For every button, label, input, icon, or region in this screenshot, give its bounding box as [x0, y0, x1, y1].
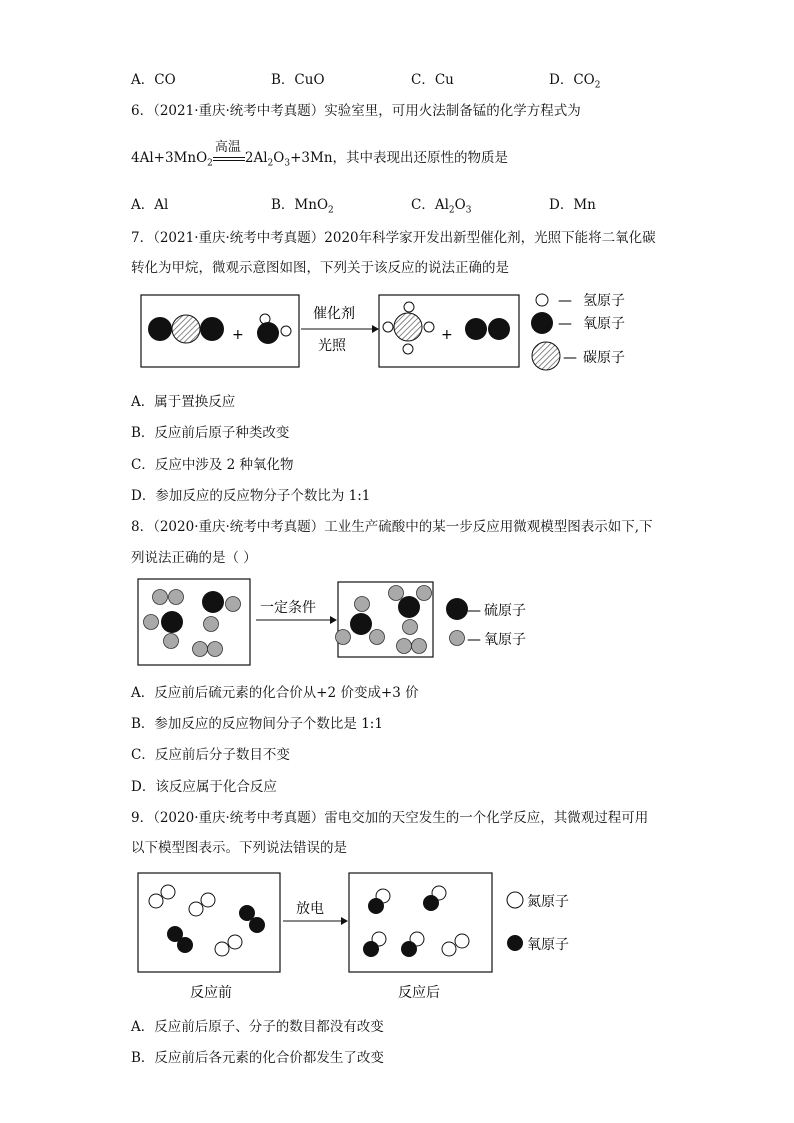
q7-legend-dash-1: —	[558, 293, 572, 309]
q7-arrowhead	[372, 325, 379, 333]
q6-option-c-sub: 2	[448, 205, 455, 216]
q7-h2o-molecule	[257, 314, 291, 344]
q9-option-a[interactable]: A．反应前后原子、分子的数目都没有改变	[131, 1019, 384, 1035]
q6-eq-right-b: O	[273, 150, 285, 166]
q9-option-b[interactable]: B．反应前后各元素的化合价都发生了改变	[131, 1050, 384, 1066]
q5-option-d-text: D．CO	[549, 72, 595, 88]
q6-option-c-sub2: 3	[465, 205, 472, 216]
q6-eq-right-sub2: 3	[284, 158, 291, 169]
q8-legend-sulfur: 硫原子	[484, 603, 526, 619]
q7-arrow-top: 催化剂	[313, 306, 355, 322]
q9-before-label: 反应前	[190, 985, 232, 1001]
q7-option-c[interactable]: C．反应中涉及 2 种氧化物	[131, 457, 294, 473]
q8-option-a[interactable]: A．反应前后硫元素的化合价从+2 价变成+3 价	[131, 685, 419, 701]
q6-eq-left: 4Al+3MnO	[131, 150, 208, 166]
legend-oxygen-icon	[507, 935, 523, 951]
nitrogen-atom	[442, 942, 456, 956]
q7-legend-oxygen: 氧原子	[583, 316, 625, 332]
hydrogen-atom	[281, 326, 291, 336]
q7-legend-dash-2: —	[558, 316, 572, 332]
q8-stem-line2: 列说法正确的是（ ）	[131, 550, 257, 566]
legend-sulfur-icon	[446, 598, 468, 620]
q8-option-c[interactable]: C．反应前后分子数目不变	[131, 747, 290, 763]
q6-eq-left-sub: 2	[207, 158, 213, 169]
q7-option-a[interactable]: A．属于置换反应	[131, 394, 236, 410]
oxygen-atom	[249, 917, 265, 933]
q6-option-a[interactable]: A．Al	[131, 197, 169, 213]
q9-after-label: 反应后	[398, 985, 440, 1001]
oxygen-atom	[465, 318, 487, 340]
q7-plus-1: +	[232, 327, 244, 343]
nitrogen-atom	[189, 902, 203, 916]
legend-hydrogen-icon	[536, 294, 548, 306]
q6-option-b-sub: 2	[328, 205, 334, 216]
oxygen-atom	[412, 639, 427, 654]
legend-carbon-icon	[532, 342, 560, 370]
q5-option-a[interactable]: A．CO	[131, 72, 176, 88]
q8-legend-dash-2: —	[467, 632, 481, 648]
nitrogen-atom	[215, 942, 229, 956]
oxygen-atom	[417, 586, 432, 601]
legend-oxygen-icon	[531, 312, 553, 334]
oxygen-atom	[401, 941, 417, 957]
oxygen-atom	[169, 590, 184, 605]
hydrogen-atom	[383, 322, 393, 332]
q7-plus-2: +	[441, 327, 453, 343]
oxygen-atom	[363, 941, 379, 957]
q7-co2-molecule	[148, 315, 224, 343]
q7-legend-carbon: 碳原子	[583, 350, 625, 366]
q8-legend-oxygen: 氧原子	[484, 632, 526, 648]
q9-arrow-label: 放电	[296, 901, 324, 917]
q7-option-b[interactable]: B．反应前后原子种类改变	[131, 425, 290, 441]
oxygen-atom	[177, 937, 193, 953]
sulfur-atom	[398, 596, 420, 618]
oxygen-atom	[153, 590, 168, 605]
q6-option-d[interactable]: D．Mn	[549, 197, 596, 213]
oxygen-atom	[336, 630, 351, 645]
q5-option-d-sub: 2	[594, 80, 601, 91]
oxygen-atom	[397, 639, 412, 654]
carbon-atom	[172, 315, 200, 343]
oxygen-atom	[389, 586, 404, 601]
q6-eq-right-sub1: 2	[267, 158, 274, 169]
q8-after-molecules	[336, 586, 432, 654]
q7-option-d[interactable]: D．参加反应的反应物分子个数比为 1:1	[131, 488, 371, 504]
q9-stem-line2: 以下模型图表示。下列说法错误的是	[131, 840, 347, 856]
sulfur-atom	[161, 611, 183, 633]
hydrogen-atom	[424, 322, 434, 332]
oxygen-atom	[208, 642, 223, 657]
q7-legend-hydrogen: 氢原子	[583, 293, 625, 309]
carbon-atom	[394, 313, 422, 341]
q7-ch4-molecule	[383, 302, 434, 354]
q6-eq-condition: 高温	[214, 139, 241, 155]
oxygen-atom	[148, 317, 172, 341]
oxygen-atom	[226, 597, 241, 612]
sulfur-atom	[202, 591, 224, 613]
q6-eq-right-a: 2Al	[244, 150, 268, 166]
q6-option-b-text: B．MnO	[271, 197, 329, 213]
oxygen-atom	[488, 318, 510, 340]
oxygen-atom	[368, 898, 384, 914]
nitrogen-atom	[161, 885, 175, 899]
q5-option-b[interactable]: B．CuO	[271, 72, 325, 88]
q8-option-d[interactable]: D．该反应属于化合反应	[131, 779, 277, 795]
oxygen-atom	[204, 617, 219, 632]
oxygen-atom	[370, 630, 385, 645]
q8-arrow-label: 一定条件	[260, 600, 316, 616]
q7-stem-line1: 7．（2021·重庆·统考中考真题）2020年科学家开发出新型催化剂，光照下能将二氧化碳	[131, 230, 656, 246]
legend-nitrogen-icon	[507, 892, 523, 908]
nitrogen-atom	[201, 893, 215, 907]
oxygen-atom	[257, 322, 279, 344]
q7-stem-line2: 转化为甲烷，微观示意图如图，下列关于该反应的说法正确的是	[131, 260, 509, 276]
q9-stem-line1: 9．（2020·重庆·统考中考真题）雷电交加的天空发生的一个化学反应，其微观过程可用	[131, 810, 649, 826]
oxygen-atom	[144, 615, 159, 630]
q7-o2-molecule	[465, 318, 510, 340]
sulfur-atom	[350, 613, 372, 635]
nitrogen-atom	[455, 934, 469, 948]
oxygen-atom	[403, 620, 418, 635]
q6-option-c-text: C．Al	[411, 197, 449, 213]
nitrogen-atom	[228, 935, 242, 949]
oxygen-atom	[423, 895, 439, 911]
q9-after-molecules	[363, 886, 469, 957]
q6-eq-right-c: +3Mn，其中表现出还原性的物质是	[290, 150, 509, 166]
q7-arrow-bottom: 光照	[318, 338, 346, 354]
oxygen-atom	[164, 634, 179, 649]
hydrogen-atom	[404, 302, 414, 312]
q6-stem: 6．（2021·重庆·统考中考真题）实验室里，可用火法制备锰的化学方程式为	[131, 103, 581, 119]
oxygen-atom	[355, 597, 370, 612]
q9-legend-oxygen: 氧原子	[527, 937, 569, 953]
q9-arrowhead	[341, 917, 348, 925]
nitrogen-atom	[149, 894, 163, 908]
q8-before-molecules	[144, 590, 241, 657]
q7-legend-dash-3: —	[563, 350, 577, 366]
q8-option-b[interactable]: B．参加反应的反应物间分子个数比是 1:1	[131, 716, 383, 732]
q6-option-c-text2: O	[454, 197, 466, 213]
q8-stem-line1: 8．（2020·重庆·统考中考真题）工业生产硫酸中的某一步反应用微观模型图表示如下,下	[131, 519, 653, 535]
hydrogen-atom	[403, 344, 413, 354]
q8-arrowhead	[330, 616, 337, 624]
q5-option-c[interactable]: C．Cu	[411, 72, 454, 88]
legend-oxygen-icon	[450, 631, 465, 646]
oxygen-atom	[193, 642, 208, 657]
q9-legend-nitrogen: 氮原子	[527, 894, 569, 910]
q9-after-box	[349, 873, 492, 972]
oxygen-atom	[200, 317, 224, 341]
q8-legend-dash-1: —	[467, 603, 481, 619]
q9-before-molecules	[149, 885, 265, 956]
